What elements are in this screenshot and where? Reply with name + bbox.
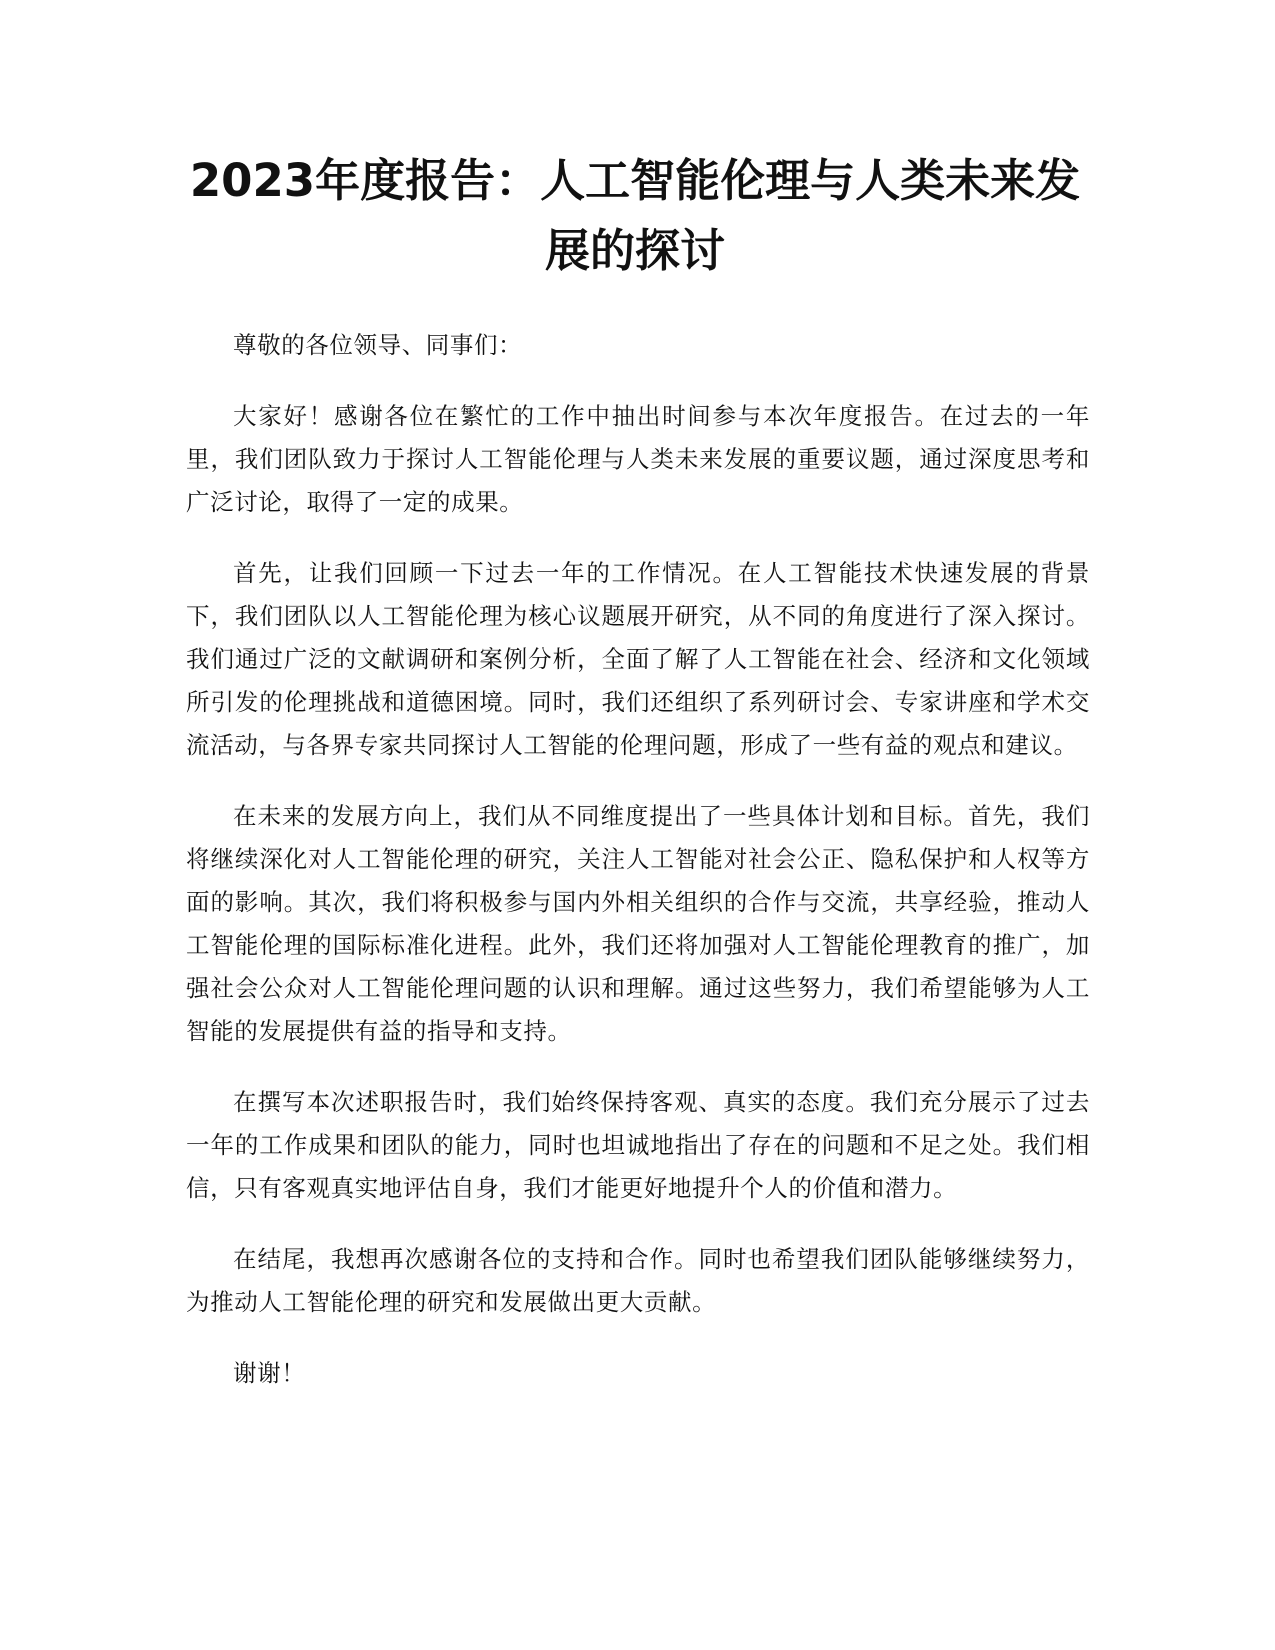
document-title: 2023年度报告：人工智能伦理与人类未来发展的探讨 (189, 154, 1081, 277)
paragraph-salutation: 尊敬的各位领导、同事们： (233, 331, 523, 359)
paragraph-review: 首先，让我们回顾一下过去一年的工作情况。在人工智能技术快速发展的背景下，我们团队以人工智能伦理为核心议题展开研究，从不同的角度进行了深入探讨。我们通过广泛的文献调研和案例分析，全面了解了人工智能在社会、经济和文化领域所引发的伦理挑战和道德困境。同时，我们还组织了系列研讨会、专家讲座和学术交流活动，与各界专家共同探讨人工智能的伦理问题，形成了一些有益的观点和建议。 (186, 559, 1090, 759)
document-body (186, 324, 1090, 1423)
paragraph-greeting: 大家好！感谢各位在繁忙的工作中抽出时间参与本次年度报告。在过去的一年里，我们团队致力于探讨人工智能伦理与人类未来发展的重要议题，通过深度思考和广泛讨论，取得了一定的成果。 (186, 402, 1090, 516)
paragraph-thanks: 谢谢！ (233, 1359, 306, 1387)
paragraph-closing: 在结尾，我想再次感谢各位的支持和合作。同时也希望我们团队能够继续努力，为推动人工智能伦理的研究和发展做出更大贡献。 (186, 1245, 1090, 1316)
paragraph-future-plans: 在未来的发展方向上，我们从不同维度提出了一些具体计划和目标。首先，我们将继续深化对人工智能伦理的研究，关注人工智能对社会公正、隐私保护和人权等方面的影响。其次，我们将积极参与国内外相关组织的合作与交流，共享经验，推动人工智能伦理的国际标准化进程。此外，我们还将加强对人工智能伦理教育的推广，加强社会公众对人工智能伦理问题的认识和理解。通过这些努力，我们希望能够为人工智能的发展提供有益的指导和支持。 (186, 802, 1090, 1045)
paragraph-attitude: 在撰写本次述职报告时，我们始终保持客观、真实的态度。我们充分展示了过去一年的工作成果和团队的能力，同时也坦诚地指出了存在的问题和不足之处。我们相信，只有客观真实地评估自身，我们才能更好地提升个人的价值和潜力。 (186, 1088, 1090, 1202)
